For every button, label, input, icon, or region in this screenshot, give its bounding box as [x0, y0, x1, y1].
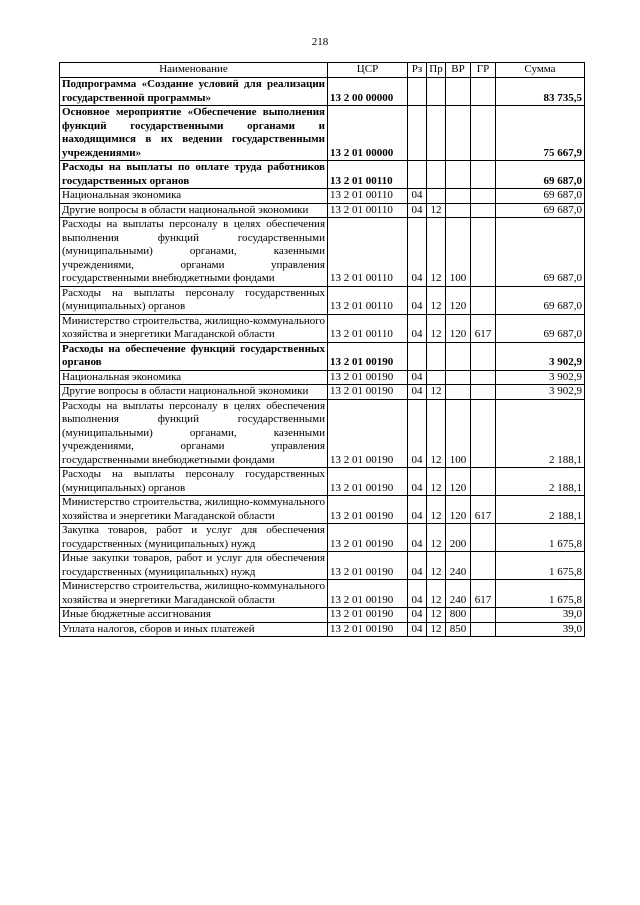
cell-vr [446, 342, 471, 370]
cell-pr: 12 [427, 622, 446, 637]
table-row [60, 342, 585, 370]
cell-name: Подпрограмма «Создание условий для реализации государственной программы» [60, 78, 328, 106]
cell-vr: 120 [446, 468, 471, 496]
cell-vr [446, 189, 471, 204]
cell-name: Национальная экономика [60, 370, 328, 385]
cell-rz: 04 [408, 203, 427, 218]
cell-pr: 12 [427, 552, 446, 580]
cell-sum: 1 675,8 [496, 524, 585, 552]
table-row [60, 161, 585, 189]
cell-rz: 04 [408, 552, 427, 580]
column-header-csr: ЦСР [328, 63, 408, 78]
cell-pr: 12 [427, 468, 446, 496]
cell-sum: 69 687,0 [496, 189, 585, 204]
cell-pr: 12 [427, 203, 446, 218]
cell-sum: 69 687,0 [496, 314, 585, 342]
cell-csr: 13 2 01 00190 [328, 399, 408, 468]
column-header-vr: ВР [446, 63, 471, 78]
cell-rz: 04 [408, 286, 427, 314]
cell-name: Другие вопросы в области национальной экономики [60, 203, 328, 218]
cell-csr: 13 2 01 00190 [328, 622, 408, 637]
cell-gr [471, 218, 496, 287]
cell-gr [471, 608, 496, 623]
cell-sum: 1 675,8 [496, 552, 585, 580]
page-number: 218 [311, 36, 329, 48]
cell-name: Расходы на выплаты персоналу государственных (муниципальных) органов [60, 286, 328, 314]
table-row [60, 314, 585, 342]
cell-rz [408, 161, 427, 189]
cell-vr: 100 [446, 218, 471, 287]
cell-rz: 04 [408, 524, 427, 552]
cell-gr [471, 370, 496, 385]
cell-sum: 2 188,1 [496, 468, 585, 496]
cell-name: Национальная экономика [60, 189, 328, 204]
cell-gr [471, 286, 496, 314]
cell-name: Расходы на выплаты персоналу в целях обеспечения выполнения функций государственными (муниципальными) органами, казенными учреждениями, органами управления государственными внебюджетными фондами [60, 399, 328, 468]
cell-name: Министерство строительства, жилищно-коммунального хозяйства и энергетики Магаданской области [60, 580, 328, 608]
table-row [60, 385, 585, 400]
budget-table [59, 62, 585, 637]
cell-name: Министерство строительства, жилищно-коммунального хозяйства и энергетики Магаданской области [60, 314, 328, 342]
cell-vr [446, 385, 471, 400]
table-header-row [60, 63, 585, 78]
cell-gr [471, 78, 496, 106]
cell-pr [427, 342, 446, 370]
table-row [60, 622, 585, 637]
cell-name: Расходы на выплаты персоналу государственных (муниципальных) органов [60, 468, 328, 496]
cell-sum: 69 687,0 [496, 286, 585, 314]
cell-sum: 69 687,0 [496, 203, 585, 218]
cell-name: Основное мероприятие «Обеспечение выполнения функций государственными органами и находящимися в их ведении государственными учреждениями» [60, 106, 328, 161]
cell-vr: 200 [446, 524, 471, 552]
cell-sum: 39,0 [496, 622, 585, 637]
cell-sum: 75 667,9 [496, 106, 585, 161]
cell-sum: 2 188,1 [496, 496, 585, 524]
cell-name: Уплата налогов, сборов и иных платежей [60, 622, 328, 637]
cell-gr [471, 622, 496, 637]
cell-name: Расходы на обеспечение функций государственных органов [60, 342, 328, 370]
table-row [60, 580, 585, 608]
table-row [60, 78, 585, 106]
cell-vr: 240 [446, 552, 471, 580]
cell-vr: 240 [446, 580, 471, 608]
table-row [60, 496, 585, 524]
table-row [60, 106, 585, 161]
cell-csr: 13 2 01 00110 [328, 286, 408, 314]
cell-csr: 13 2 01 00000 [328, 106, 408, 161]
table-row [60, 370, 585, 385]
cell-pr: 12 [427, 524, 446, 552]
cell-pr: 12 [427, 314, 446, 342]
cell-csr: 13 2 01 00110 [328, 218, 408, 287]
cell-csr: 13 2 01 00190 [328, 370, 408, 385]
table-row [60, 189, 585, 204]
cell-rz: 04 [408, 399, 427, 468]
cell-rz [408, 106, 427, 161]
cell-csr: 13 2 01 00190 [328, 608, 408, 623]
cell-gr [471, 203, 496, 218]
cell-csr: 13 2 01 00110 [328, 203, 408, 218]
cell-gr [471, 399, 496, 468]
cell-gr [471, 342, 496, 370]
cell-name: Министерство строительства, жилищно-коммунального хозяйства и энергетики Магаданской области [60, 496, 328, 524]
cell-gr [471, 106, 496, 161]
cell-pr [427, 189, 446, 204]
cell-gr: 617 [471, 496, 496, 524]
cell-vr: 120 [446, 496, 471, 524]
cell-csr: 13 2 01 00190 [328, 496, 408, 524]
cell-sum: 2 188,1 [496, 399, 585, 468]
cell-sum: 83 735,5 [496, 78, 585, 106]
cell-sum: 3 902,9 [496, 385, 585, 400]
cell-pr [427, 106, 446, 161]
cell-name: Иные закупки товаров, работ и услуг для обеспечения государственных (муниципальных) нужд [60, 552, 328, 580]
column-header-sum: Сумма [496, 63, 585, 78]
cell-rz: 04 [408, 314, 427, 342]
cell-rz: 04 [408, 189, 427, 204]
cell-csr: 13 2 01 00190 [328, 468, 408, 496]
cell-rz: 04 [408, 622, 427, 637]
cell-sum: 1 675,8 [496, 580, 585, 608]
table-row [60, 399, 585, 468]
cell-name: Иные бюджетные ассигнования [60, 608, 328, 623]
cell-csr: 13 2 01 00110 [328, 314, 408, 342]
cell-gr [471, 189, 496, 204]
cell-vr: 120 [446, 286, 471, 314]
cell-pr: 12 [427, 218, 446, 287]
cell-pr: 12 [427, 399, 446, 468]
cell-gr [471, 468, 496, 496]
cell-gr [471, 385, 496, 400]
table-row [60, 286, 585, 314]
cell-gr: 617 [471, 314, 496, 342]
cell-csr: 13 2 01 00190 [328, 385, 408, 400]
cell-name: Расходы на выплаты по оплате труда работников государственных органов [60, 161, 328, 189]
cell-name: Закупка товаров, работ и услуг для обеспечения государственных (муниципальных) нужд [60, 524, 328, 552]
cell-csr: 13 2 01 00110 [328, 189, 408, 204]
cell-pr: 12 [427, 385, 446, 400]
cell-pr: 12 [427, 496, 446, 524]
cell-vr [446, 161, 471, 189]
cell-name: Другие вопросы в области национальной экономики [60, 385, 328, 400]
cell-pr: 12 [427, 608, 446, 623]
cell-pr [427, 78, 446, 106]
column-header-pr: Пр [427, 63, 446, 78]
cell-sum: 39,0 [496, 608, 585, 623]
cell-vr [446, 370, 471, 385]
cell-vr [446, 203, 471, 218]
cell-sum: 3 902,9 [496, 370, 585, 385]
cell-rz: 04 [408, 580, 427, 608]
cell-pr [427, 161, 446, 189]
cell-pr [427, 370, 446, 385]
cell-rz [408, 78, 427, 106]
cell-vr [446, 106, 471, 161]
cell-rz: 04 [408, 385, 427, 400]
cell-csr: 13 2 01 00190 [328, 342, 408, 370]
table-row [60, 524, 585, 552]
cell-rz: 04 [408, 468, 427, 496]
cell-gr [471, 161, 496, 189]
cell-vr: 100 [446, 399, 471, 468]
cell-csr: 13 2 01 00190 [328, 552, 408, 580]
column-header-name: Наименование [60, 63, 328, 78]
cell-pr: 12 [427, 580, 446, 608]
table-row [60, 203, 585, 218]
cell-gr [471, 524, 496, 552]
table-row [60, 468, 585, 496]
cell-vr: 120 [446, 314, 471, 342]
table-row [60, 608, 585, 623]
cell-rz: 04 [408, 608, 427, 623]
cell-vr: 800 [446, 608, 471, 623]
cell-sum: 69 687,0 [496, 218, 585, 287]
cell-sum: 69 687,0 [496, 161, 585, 189]
cell-rz [408, 342, 427, 370]
cell-csr: 13 2 00 00000 [328, 78, 408, 106]
cell-csr: 13 2 01 00190 [328, 524, 408, 552]
column-header-rz: Рз [408, 63, 427, 78]
cell-rz: 04 [408, 496, 427, 524]
cell-csr: 13 2 01 00110 [328, 161, 408, 189]
cell-csr: 13 2 01 00190 [328, 580, 408, 608]
cell-vr [446, 78, 471, 106]
cell-name: Расходы на выплаты персоналу в целях обеспечения выполнения функций государственными (муниципальными) органами, казенными учреждениями, органами управления государственными внебюджетными фондами [60, 218, 328, 287]
table-row [60, 218, 585, 287]
cell-gr: 617 [471, 580, 496, 608]
cell-gr [471, 552, 496, 580]
cell-pr: 12 [427, 286, 446, 314]
column-header-gr: ГР [471, 63, 496, 78]
cell-rz: 04 [408, 218, 427, 287]
cell-sum: 3 902,9 [496, 342, 585, 370]
cell-vr: 850 [446, 622, 471, 637]
table-row [60, 552, 585, 580]
cell-rz: 04 [408, 370, 427, 385]
